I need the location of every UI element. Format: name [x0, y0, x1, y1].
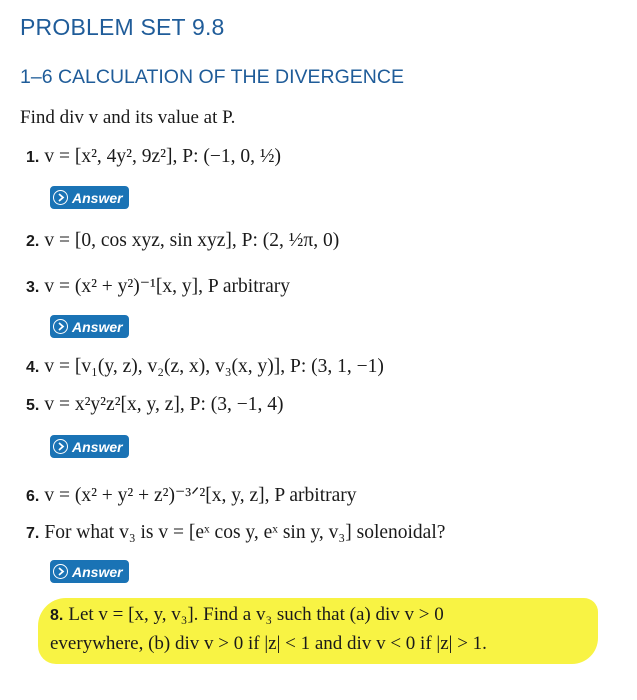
- problem-number: 3.: [26, 279, 40, 296]
- problem-6: [26, 483, 357, 507]
- answer-label: Answer: [72, 318, 123, 335]
- problem-text-line-1: Let v = [x, y, v₃]. Find a v₃ such that (a) div v > 0: [68, 604, 444, 625]
- answer-label: Answer: [72, 563, 123, 580]
- problem-number: 8.: [50, 607, 64, 624]
- problem-text: v = (x² + y²)⁻¹[x, y], P arbitrary: [44, 276, 291, 297]
- problem-2: [26, 230, 339, 252]
- problem-text: v = (x² + y² + z²)⁻³ᐟ²[x, y, z], P arbitrary: [44, 485, 357, 506]
- answer-button-1[interactable]: [50, 186, 129, 209]
- problem-text: v = [v₁(y, z), v₂(z, x), v₃(x, y)], P: (3, 1, −1): [44, 356, 384, 377]
- problem-number: 7.: [26, 525, 40, 542]
- chevron-circle-right-icon: [53, 190, 68, 205]
- problem-number: 2.: [26, 233, 40, 250]
- answer-label: Answer: [72, 189, 123, 206]
- chevron-circle-right-icon: [53, 319, 68, 334]
- problem-text: v = x²y²z²[x, y, z], P: (3, −1, 4): [44, 394, 284, 415]
- problem-number: 4.: [26, 359, 40, 376]
- problem-8-line-2: everywhere, (b) div v > 0 if |z| < 1 and div v < 0 if |z| > 1.: [50, 633, 487, 654]
- problem-8: [50, 604, 444, 626]
- problem-text: For what v₃ is v = [eˣ cos y, eˣ sin y, v₃] solenoidal?: [44, 522, 446, 543]
- problem-number: 1.: [26, 149, 40, 166]
- chevron-circle-right-icon: [53, 439, 68, 454]
- answer-button-5[interactable]: [50, 435, 129, 458]
- problem-3: [26, 274, 290, 298]
- problem-number: 5.: [26, 397, 40, 414]
- problem-7: [26, 522, 445, 544]
- problem-text: v = [x², 4y², 9z²], P: (−1, 0, ½): [44, 146, 282, 167]
- answer-button-3[interactable]: [50, 315, 129, 338]
- answer-button-7[interactable]: [50, 560, 129, 583]
- problem-4: [26, 356, 384, 378]
- problem-1: [26, 146, 281, 168]
- chevron-circle-right-icon: [53, 564, 68, 579]
- problem-number: 6.: [26, 488, 40, 505]
- problem-set-title: PROBLEM SET 9.8: [20, 14, 225, 40]
- instructions: Find div v and its value at P.: [20, 107, 236, 128]
- section-title: 1–6 CALCULATION OF THE DIVERGENCE: [20, 66, 404, 88]
- answer-label: Answer: [72, 438, 123, 455]
- problem-text: v = [0, cos xyz, sin xyz], P: (2, ½π, 0): [44, 230, 340, 251]
- problem-5: [26, 394, 284, 416]
